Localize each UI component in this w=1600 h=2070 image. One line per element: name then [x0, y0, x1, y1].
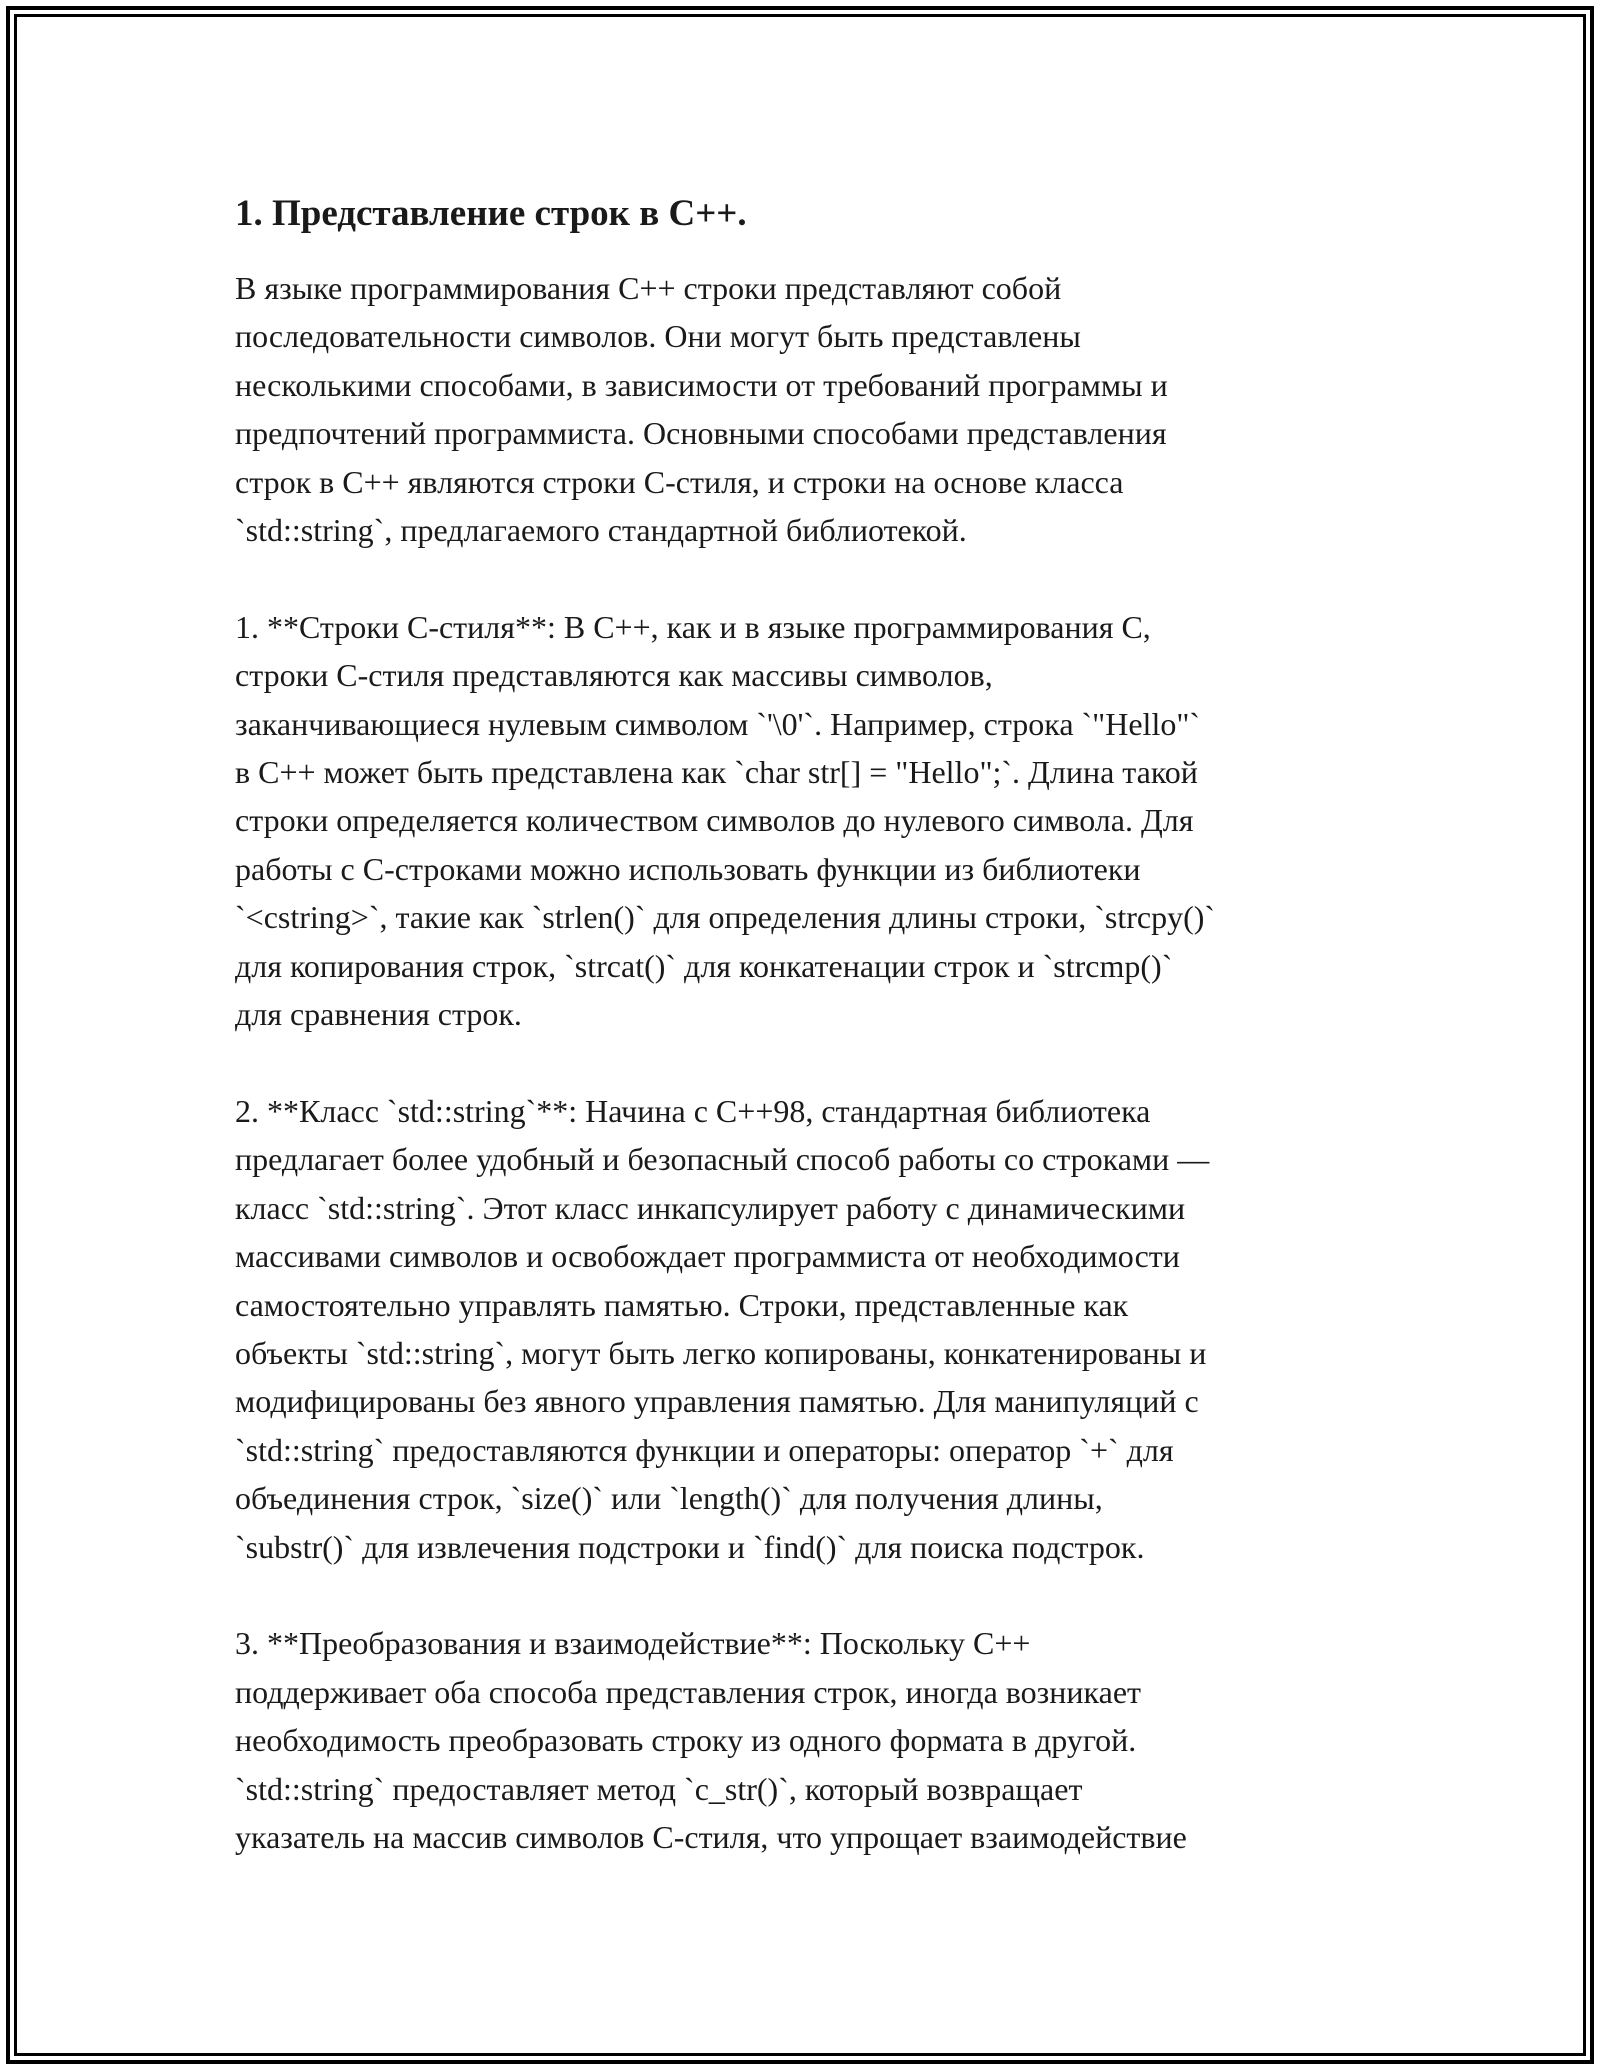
paragraph-c-style-strings — [235, 603, 1395, 1039]
text-line: объединения строк, `size()` или `length()` для получения длины, — [235, 1480, 1103, 1517]
text-line: предпочтений программиста. Основными способами представления — [235, 415, 1167, 452]
text-line: В языке программирования C++ строки представляют собой — [235, 270, 1062, 306]
text-line: 2. **Класс `std::string`**: Начина с C++98, стандартная библиотека — [235, 1092, 1151, 1129]
paragraph-intro — [235, 264, 1395, 554]
text-line: `std::string`, предлагаемого стандартной библиотекой. — [235, 512, 967, 549]
text-line: самостоятельно управлять памятью. Строки, представленные как — [235, 1286, 1129, 1323]
text-line: заканчивающиеся нулевым символом `'\0'`. Например, строка `"Hello"` — [235, 705, 1201, 742]
text-line: класс `std::string`. Этот класс инкапсулирует работу с динамическими — [235, 1189, 1186, 1226]
paragraph-conversions — [235, 1619, 1395, 1861]
text-line: для копирования строк, `strcat()` для конкатенации строк и `strcmp()` — [235, 947, 1173, 984]
text-line: строки определяется количеством символов до нулевого символа. Для — [235, 802, 1194, 839]
text-line: `substr()` для извлечения подстроки и `find()` для поиска подстрок. — [235, 1528, 1145, 1565]
text-line: модифицированы без явного управления памятью. Для манипуляций с — [235, 1383, 1199, 1420]
section-heading: 1. Представление строк в C++. — [235, 193, 747, 234]
text-line: поддерживает оба способа представления строк, иногда возникает — [235, 1673, 1141, 1710]
text-line: 1. **Строки C-стиля**: В C++, как и в языке программирования C, — [235, 608, 1151, 645]
text-line: `std::string` предоставляет метод `c_str()`, который возвращает — [235, 1770, 1083, 1807]
text-line: в C++ может быть представлена как `char str[] = "Hello";`. Длина такой — [235, 754, 1198, 791]
text-line: строки C-стиля представляются как массивы символов, — [235, 657, 993, 694]
text-line: строк в C++ являются строки C-стиля, и строки на основе класса — [235, 463, 1124, 500]
text-line: массивами символов и освобождает программиста от необходимости — [235, 1238, 1180, 1275]
text-line: несколькими способами, в зависимости от требований программы и — [235, 366, 1168, 403]
text-line: `std::string` предоставляются функции и операторы: оператор `+` для — [235, 1431, 1174, 1468]
text-line: указатель на массив символов C-стиля, что упрощает взаимодействие — [235, 1818, 1187, 1855]
text-line: работы с C-строками можно использовать функции из библиотеки — [235, 850, 1141, 887]
paragraph-std-string-class — [235, 1087, 1395, 1571]
text-line: необходимость преобразовать строку из одного формата в другой. — [235, 1722, 1137, 1759]
text-line: 3. **Преобразования и взаимодействие**: Поскольку C++ — [235, 1625, 1031, 1662]
text-line: `<cstring>`, такие как `strlen()` для определения длины строки, `strcpy()` — [235, 899, 1216, 936]
text-line: объекты `std::string`, могут быть легко копированы, конкатенированы и — [235, 1334, 1207, 1371]
text-line: последовательности символов. Они могут быть представлены — [235, 318, 1081, 355]
text-line: для сравнения строк. — [235, 996, 522, 1033]
document-body — [235, 190, 1395, 1910]
text-line: предлагает более удобный и безопасный способ работы со строками — — [235, 1141, 1210, 1178]
